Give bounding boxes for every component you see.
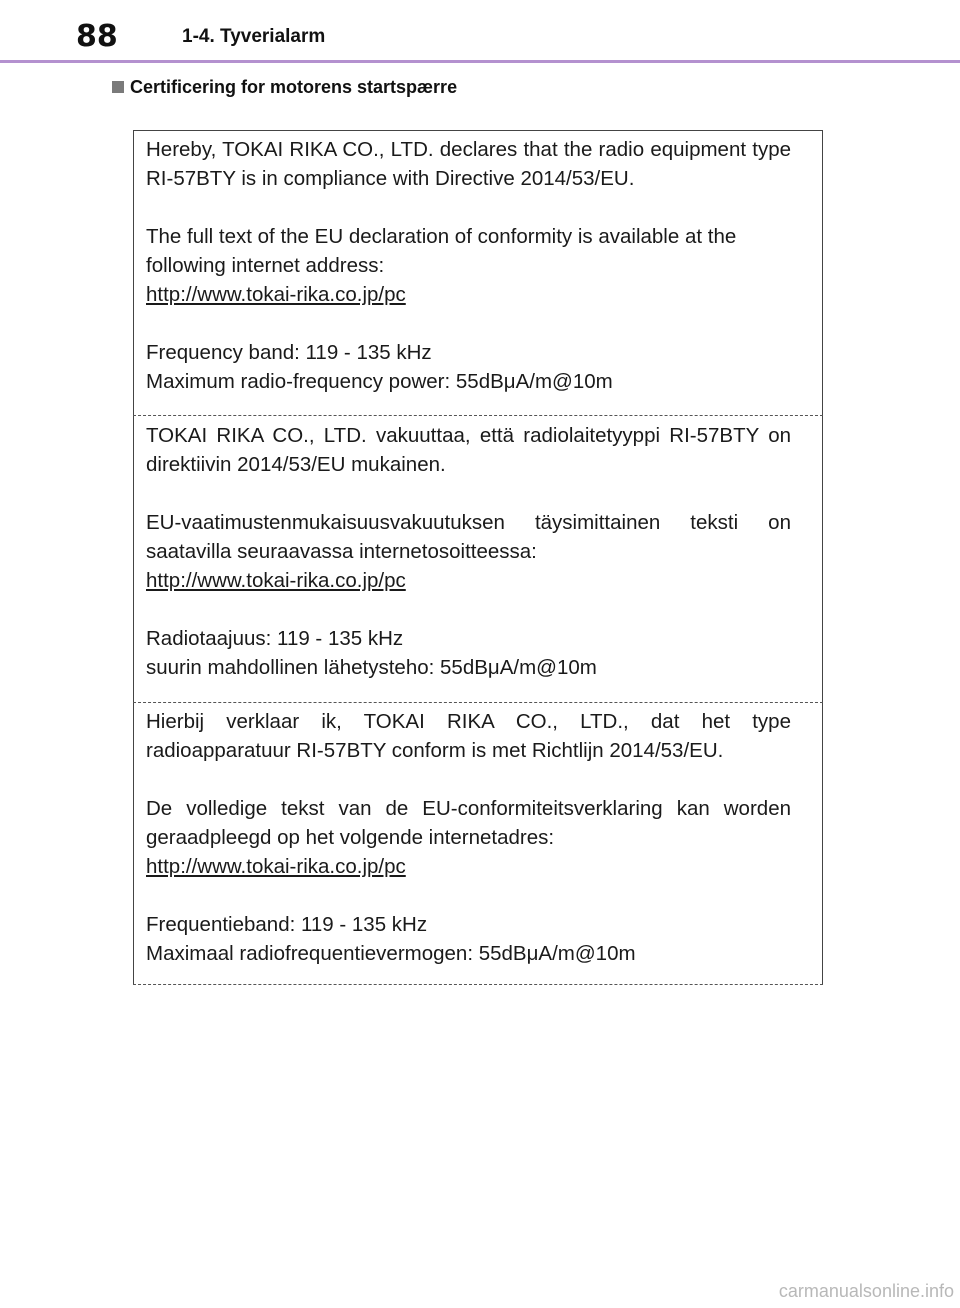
- dutch-availability-line2: geraadpleegd op het volgende internetadres:: [146, 826, 555, 849]
- watermark: carmanualsonline.info: [778, 1281, 954, 1301]
- finnish-declaration-line1: TOKAI RIKA CO., LTD. vakuuttaa, että radiolaitetyyppi RI-57BTY on: [146, 424, 791, 447]
- dutch-availability-line1: De volledige tekst van de EU-conformiteitsverklaring kan worden: [146, 797, 791, 820]
- english-availability-line1: The full text of the EU declaration of conformity is available at the: [146, 225, 737, 248]
- page-number: 88: [76, 19, 118, 54]
- certificate-english: [146, 135, 791, 396]
- dutch-max-power: Maximaal radiofrequentievermogen: 55dBμA/m@10m: [146, 942, 636, 965]
- dashed-divider: [133, 702, 823, 703]
- chapter-title: 1-4. Tyverialarm: [182, 26, 326, 47]
- header-rule: [0, 60, 960, 63]
- section-heading: [112, 76, 457, 98]
- finnish-max-power: suurin mahdollinen lähetysteho: 55dBμA/m@10m: [146, 656, 597, 679]
- finnish-availability-line1: EU-vaatimustenmukaisuusvakuutuksen täysimittainen teksti on: [146, 511, 791, 534]
- finnish-availability-line2: saatavilla seuraavassa internetosoitteessa:: [146, 540, 537, 563]
- certificate-finnish: [146, 421, 791, 682]
- dutch-declaration-line1: Hierbij verklaar ik, TOKAI RIKA CO., LTD., dat het type: [146, 710, 791, 733]
- certificate-box: [133, 130, 823, 985]
- certificate-dutch: [146, 707, 791, 968]
- english-frequency-band: Frequency band: 119 - 135 kHz: [146, 341, 432, 364]
- dutch-url-link[interactable]: http://www.tokai-rika.co.jp/pc: [146, 855, 406, 878]
- english-declaration-line2: RI-57BTY is in compliance with Directive 2014/53/EU.: [146, 167, 635, 190]
- dashed-divider: [133, 984, 823, 985]
- dutch-frequency-band: Frequentieband: 119 - 135 kHz: [146, 913, 428, 936]
- section-heading-text: Certificering for motorens startspærre: [130, 77, 458, 97]
- dutch-declaration-line2: radioapparatuur RI-57BTY conform is met Richtlijn 2014/53/EU.: [146, 739, 724, 762]
- square-bullet-icon: [112, 81, 124, 93]
- finnish-url-link[interactable]: http://www.tokai-rika.co.jp/pc: [146, 569, 406, 592]
- english-url-link[interactable]: http://www.tokai-rika.co.jp/pc: [146, 283, 406, 306]
- english-availability-line2: following internet address:: [146, 254, 385, 277]
- english-declaration-line1: Hereby, TOKAI RIKA CO., LTD. declares that the radio equipment type: [146, 138, 791, 161]
- dashed-divider: [133, 415, 823, 416]
- finnish-declaration-line2: direktiivin 2014/53/EU mukainen.: [146, 453, 446, 476]
- english-max-power: Maximum radio-frequency power: 55dBμA/m@10m: [146, 370, 613, 393]
- finnish-frequency-band: Radiotaajuus: 119 - 135 kHz: [146, 627, 404, 650]
